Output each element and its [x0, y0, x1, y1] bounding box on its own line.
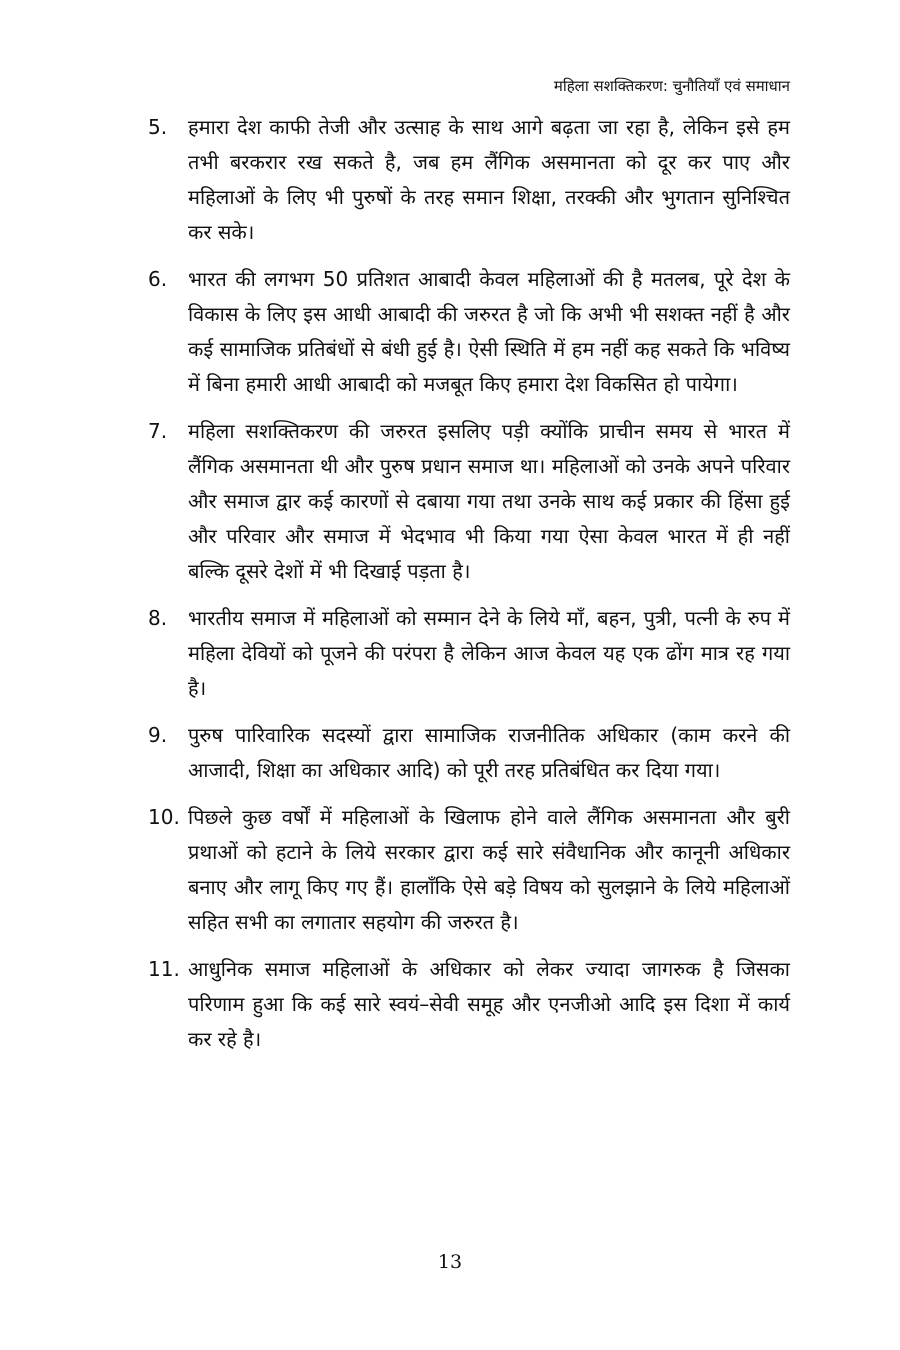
- list-item-number: 10.: [148, 805, 180, 829]
- list-item-6: [148, 262, 790, 402]
- list-item-text: भारत की लगभग 50 प्रतिशत आबादी केवल महिलाओं की है मतलब, पूरे देश के विकास के लिए इस आधी आबादी की जरुरत है जो कि अभी भी सशक्त नहीं है और कई सामाजिक प्रतिबंधों से बंधी हुई है। ऐसी स्थिति में हम नहीं कह सकते कि भविष्य में बिना हमारी आधी आबादी को मजबूत किए हमारा देश विकसित हो पायेगा।: [188, 267, 790, 396]
- list-item-8: [148, 601, 790, 706]
- list-item-text: हमारा देश काफी तेजी और उत्साह के साथ आगे बढ़ता जा रहा है, लेकिन इसे हम तभी बरकरार रख सकते है, जब हम लैंगिक असमानता को दूर कर पाए और महिलाओं के लिए भी पुरुषों के तरह समान शिक्षा, तरक्की और भुगतान सुनिश्चित कर सके।: [188, 115, 790, 244]
- list-item-text: महिला सशक्तिकरण की जरुरत इसलिए पड़ी क्योंकि प्राचीन समय से भारत में लैंगिक असमानता थी और पुरुष प्रधान समाज था। महिलाओं को उनके अपने परिवार और समाज द्वार कई कारणों से दबाया गया तथा उनके साथ कई प्रकार की हिंसा हुई और परिवार और समाज में भेदभाव भी किया गया ऐसा केवल भारत में ही नहीं बल्कि दूसरे देशों में भी दिखाई पड़ता है।: [188, 419, 790, 583]
- list-item-number: 6.: [148, 267, 168, 291]
- list-item-7: [148, 414, 790, 589]
- list-item-number: 11.: [148, 957, 180, 981]
- running-header: महिला सशक्तिकरण: चुनौतियाँ एवं समाधान: [553, 77, 790, 95]
- list-item-text: पुरुष पारिवारिक सदस्यों द्वारा सामाजिक राजनीतिक अधिकार (काम करने की आजादी, शिक्षा का अधिकार आदि) को पूरी तरह प्रतिबंधित कर दिया गया।: [188, 723, 790, 782]
- list-item-number: 5.: [148, 115, 168, 139]
- list-item-number: 8.: [148, 606, 168, 630]
- numbered-list: [148, 110, 790, 1069]
- list-item-11: [148, 952, 790, 1057]
- list-item-text: भारतीय समाज में महिलाओं को सम्मान देने के लिये माँ, बहन, पुत्री, पत्नी के रुप में महिला देवियों को पूजने की परंपरा है लेकिन आज केवल यह एक ढोंग मात्र रह गया है।: [188, 606, 790, 700]
- list-item-text: आधुनिक समाज महिलाओं के अधिकार को लेकर ज्यादा जागरुक है जिसका परिणाम हुआ कि कई सारे स्वयं–सेवी समूह और एनजीओ आदि इस दिशा में कार्य कर रहे है।: [188, 957, 790, 1051]
- page-number: 13: [437, 1251, 463, 1273]
- list-item-number: 9.: [148, 723, 168, 747]
- list-item-number: 7.: [148, 419, 168, 443]
- list-item-5: [148, 110, 790, 250]
- list-item-9: [148, 718, 790, 788]
- list-item-text: पिछले कुछ वर्षों में महिलाओं के खिलाफ होने वाले लैंगिक असमानता और बुरी प्रथाओं को हटाने के लिये सरकार द्वारा कई सारे संवैधानिक और कानूनी अधिकार बनाए और लागू किए गए हैं। हालाँकि ऐसे बड़े विषय को सुलझाने के लिये महिलाओं सहित सभी का लगातार सहयोग की जरुरत है।: [188, 805, 790, 934]
- list-item-10: [148, 800, 790, 940]
